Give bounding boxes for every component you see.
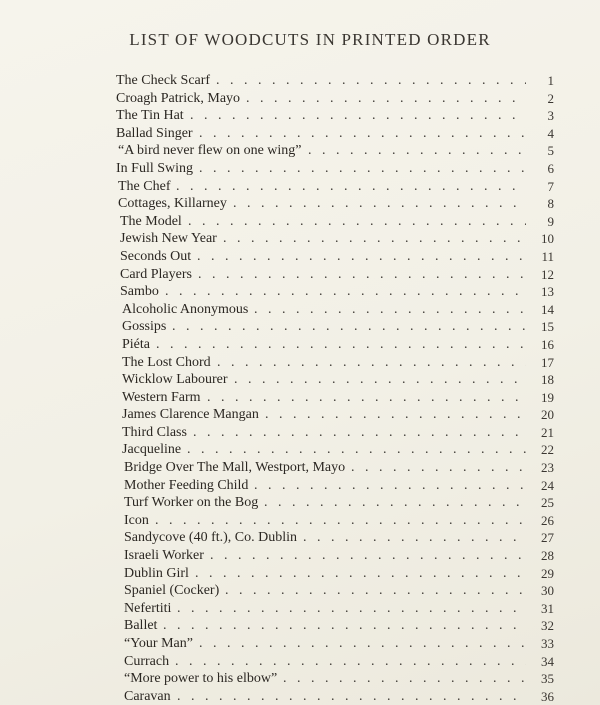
woodcut-title: Gossips <box>122 319 167 335</box>
woodcut-title: The Model <box>120 213 182 229</box>
list-item <box>116 653 554 671</box>
dot-leader <box>198 266 526 284</box>
dot-leader <box>176 178 526 196</box>
dot-leader <box>254 301 526 319</box>
dot-leader <box>199 160 526 178</box>
woodcut-title: Piéta <box>122 336 150 352</box>
list-item <box>116 213 554 231</box>
woodcut-number: 29 <box>541 565 554 581</box>
woodcut-number: 4 <box>547 125 554 141</box>
dot-leader <box>308 142 526 160</box>
woodcut-number: 25 <box>541 495 554 511</box>
woodcut-title: The Lost Chord <box>122 354 211 370</box>
list-item <box>116 617 554 635</box>
list-item <box>116 371 554 389</box>
dot-leader <box>303 529 526 547</box>
woodcut-number: 26 <box>541 512 554 528</box>
woodcut-title: Sambo <box>120 284 159 300</box>
woodcut-number: 23 <box>541 460 554 476</box>
list-item <box>116 90 554 108</box>
woodcut-number: 21 <box>541 424 554 440</box>
dot-leader <box>163 617 526 635</box>
dot-leader <box>225 582 526 600</box>
woodcut-number: 6 <box>547 160 554 176</box>
woodcut-title: Israeli Worker <box>124 548 204 564</box>
dot-leader <box>217 354 526 372</box>
dot-leader <box>195 565 526 583</box>
dot-leader <box>233 195 526 213</box>
list-item <box>116 266 554 284</box>
woodcut-title: Nefertiti <box>124 600 172 616</box>
list-item <box>116 336 554 354</box>
woodcut-number: 14 <box>541 301 554 317</box>
woodcut-number: 18 <box>541 372 554 388</box>
woodcut-title: Currach <box>124 653 170 669</box>
page-title: LIST OF WOODCUTS IN PRINTED ORDER <box>129 30 491 49</box>
list-item <box>116 670 554 688</box>
dot-leader <box>216 72 526 90</box>
woodcut-title: Alcoholic Anonymous <box>122 301 249 317</box>
list-item <box>116 441 554 459</box>
woodcut-title: “A bird never flew on one wing” <box>118 143 302 159</box>
woodcut-title: Dublin Girl <box>124 565 189 581</box>
woodcut-title: Icon <box>124 512 149 528</box>
list-item <box>116 529 554 547</box>
list-item <box>116 406 554 424</box>
list-item <box>116 72 554 90</box>
list-item <box>116 283 554 301</box>
woodcut-title: Card Players <box>120 266 192 282</box>
list-item <box>116 248 554 266</box>
list-item <box>116 160 554 178</box>
list-item <box>116 512 554 530</box>
list-item <box>116 600 554 618</box>
list-item <box>116 424 554 442</box>
woodcut-title: Ballad Singer <box>116 125 193 141</box>
woodcut-number: 3 <box>547 108 554 124</box>
list-item <box>116 459 554 477</box>
list-item <box>116 178 554 196</box>
dot-leader <box>351 459 526 477</box>
dot-leader <box>210 547 526 565</box>
dot-leader <box>207 389 526 407</box>
dot-leader <box>187 441 526 459</box>
list-item <box>116 230 554 248</box>
woodcut-number: 1 <box>547 73 554 88</box>
woodcut-title: Sandycove (40 ft.), Co. Dublin <box>124 530 298 546</box>
woodcut-number: 34 <box>541 653 554 669</box>
woodcut-title: Jacqueline <box>122 442 182 458</box>
woodcut-number: 28 <box>541 548 554 564</box>
woodcut-number: 13 <box>541 284 554 300</box>
woodcut-number: 2 <box>547 90 554 106</box>
dot-leader <box>177 600 526 618</box>
dot-leader <box>193 424 526 442</box>
dot-leader <box>265 406 526 424</box>
dot-leader <box>156 336 526 354</box>
woodcut-title: The Tin Hat <box>116 108 184 124</box>
woodcut-title: Ballet <box>124 618 158 634</box>
list-item <box>116 565 554 583</box>
dot-leader <box>199 635 526 653</box>
list-item <box>116 354 554 372</box>
woodcut-title: Third Class <box>122 424 187 440</box>
woodcut-number: 7 <box>547 178 554 194</box>
list-item <box>116 142 554 160</box>
dot-leader <box>199 125 526 143</box>
list-item <box>116 688 554 705</box>
woodcut-number: 27 <box>541 530 554 546</box>
woodcut-number: 16 <box>541 336 554 352</box>
woodcut-title: “Your Man” <box>124 636 193 651</box>
woodcut-title: Cottages, Killarney <box>118 196 227 212</box>
woodcut-number: 30 <box>541 583 554 599</box>
dot-leader <box>177 688 526 705</box>
woodcut-title: Jewish New Year <box>120 231 217 247</box>
woodcut-title: Bridge Over The Mall, Westport, Mayo <box>124 460 346 476</box>
woodcut-number: 32 <box>541 618 554 634</box>
woodcut-title: Croagh Patrick, Mayo <box>116 90 241 106</box>
dot-leader <box>283 670 526 688</box>
woodcut-title: Caravan <box>124 688 171 704</box>
woodcut-title: James Clarence Mangan <box>122 407 259 423</box>
dot-leader <box>254 477 526 495</box>
woodcut-number: 15 <box>541 319 554 335</box>
list-item <box>116 125 554 143</box>
dot-leader <box>165 283 526 301</box>
dot-leader <box>172 318 526 336</box>
dot-leader <box>190 107 526 125</box>
woodcut-title: The Check Scarf <box>116 73 211 88</box>
dot-leader <box>234 371 526 389</box>
woodcut-title: “More power to his elbow” <box>124 671 278 687</box>
woodcut-number: 17 <box>541 354 554 370</box>
woodcut-title: In Full Swing <box>116 160 194 176</box>
woodcut-number: 5 <box>547 143 554 159</box>
list-item <box>116 389 554 407</box>
woodcut-title: Seconds Out <box>120 248 192 264</box>
dot-leader <box>175 653 526 671</box>
dot-leader <box>264 494 526 512</box>
woodcut-list <box>116 72 554 705</box>
list-item <box>116 195 554 213</box>
woodcut-number: 12 <box>541 266 554 282</box>
woodcut-number: 36 <box>541 688 554 704</box>
woodcut-number: 20 <box>541 407 554 423</box>
woodcut-title: Turf Worker on the Bog <box>124 495 259 511</box>
woodcut-title: Western Farm <box>122 389 201 405</box>
list-item <box>116 107 554 125</box>
woodcut-number: 10 <box>541 231 554 247</box>
list-item <box>116 635 554 653</box>
woodcut-title: Mother Feeding Child <box>124 477 249 493</box>
woodcut-number: 31 <box>541 600 554 616</box>
dot-leader <box>155 512 526 530</box>
list-item <box>116 301 554 319</box>
list-item <box>116 477 554 495</box>
woodcut-number: 19 <box>541 389 554 405</box>
woodcut-number: 8 <box>547 196 554 212</box>
list-item <box>116 547 554 565</box>
woodcut-number: 9 <box>547 213 554 229</box>
woodcut-number: 33 <box>541 636 554 651</box>
woodcut-title: Wicklow Labourer <box>122 372 228 388</box>
dot-leader <box>246 90 526 108</box>
woodcut-title: Spaniel (Cocker) <box>124 583 220 599</box>
woodcut-number: 22 <box>541 442 554 458</box>
list-item <box>116 494 554 512</box>
woodcut-number: 24 <box>541 477 554 493</box>
woodcut-number: 11 <box>541 248 554 264</box>
woodcut-title: The Chef <box>118 178 171 194</box>
list-item <box>116 582 554 600</box>
dot-leader <box>197 248 526 266</box>
dot-leader <box>188 213 526 231</box>
woodcut-number: 35 <box>541 671 554 687</box>
dot-leader <box>223 230 526 248</box>
list-item <box>116 318 554 336</box>
